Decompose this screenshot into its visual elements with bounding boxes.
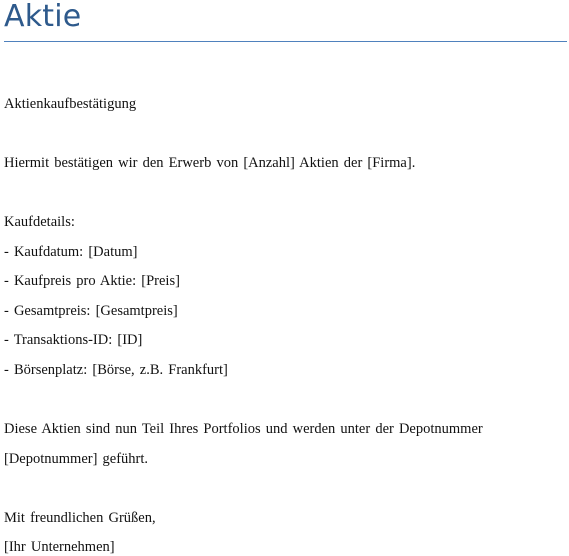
detail-item-price-per-share: - Kaufpreis pro Aktie: [Preis] [4,273,180,289]
signature-company: [Ihr Unternehmen] [4,539,115,555]
title-underline-rule [4,41,567,42]
detail-item-exchange: - Börsenplatz: [Börse, z.B. Frankfurt] [4,362,228,378]
confirmation-heading: Aktienkaufbestätigung [4,96,137,112]
detail-item-purchase-date: - Kaufdatum: [Datum] [4,244,138,260]
closing-greeting: Mit freundlichen Grüßen, [4,510,156,526]
intro-paragraph: Hiermit bestätigen wir den Erwerb von [Anzahl] Aktien der [Firma]. [4,155,416,171]
portfolio-paragraph-line-1: Diese Aktien sind nun Teil Ihres Portfolios und werden unter der Depotnummer [4,421,483,437]
document-title: Aktie [4,0,82,34]
portfolio-paragraph-line-2: [Depotnummer] geführt. [4,451,149,467]
detail-item-total-price: - Gesamtpreis: [Gesamtpreis] [4,303,178,319]
detail-item-transaction-id: - Transaktions-ID: [ID] [4,332,143,348]
details-label: Kaufdetails: [4,214,75,230]
